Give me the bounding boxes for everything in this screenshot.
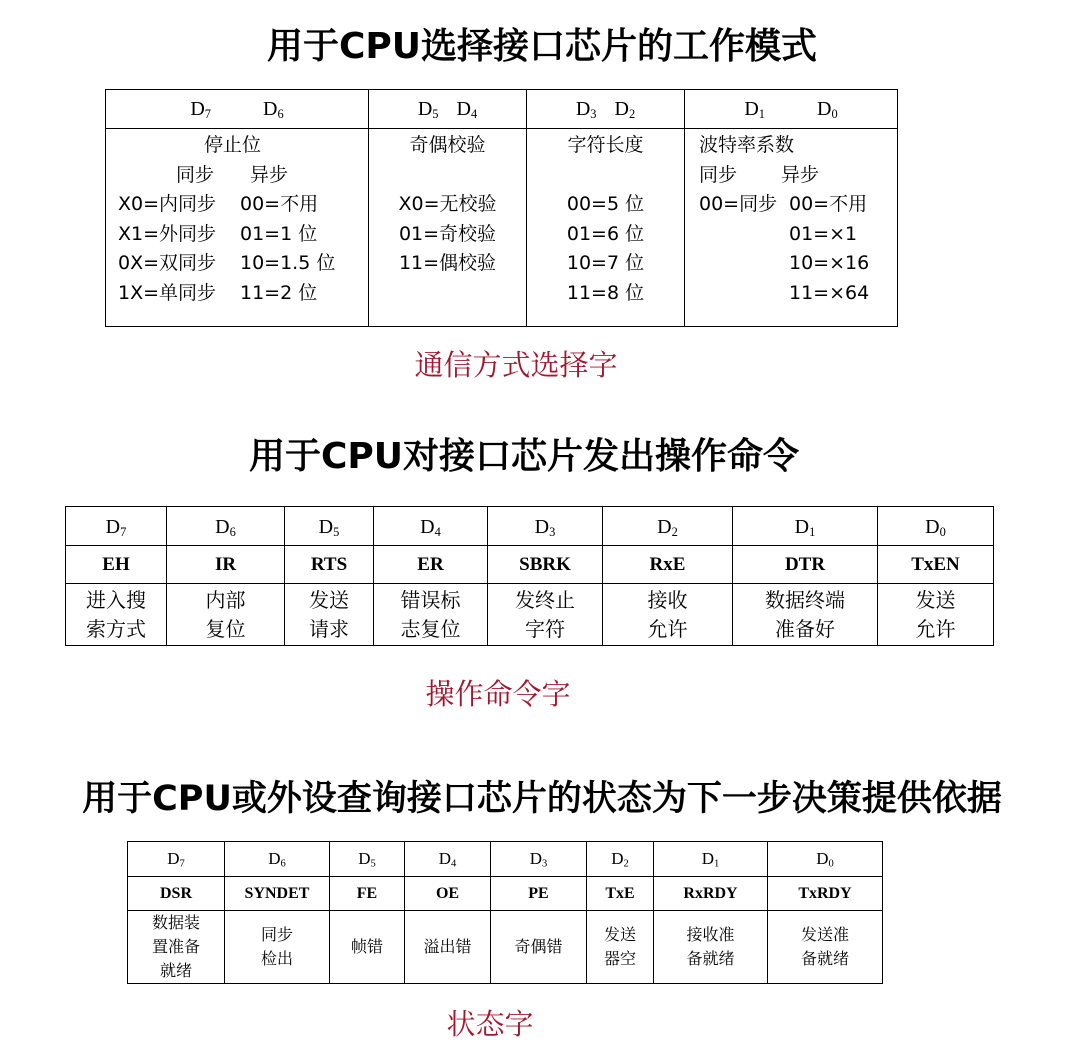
bit-name: ER bbox=[374, 546, 488, 584]
bit-desc: 数据终端 准备好 bbox=[733, 584, 878, 646]
baud-async-option: 00=不用 bbox=[789, 193, 868, 215]
bit-d0: $D_0$ bbox=[768, 842, 883, 877]
parity-option: 01=奇校验 bbox=[398, 222, 497, 245]
mode-word-table bbox=[105, 89, 898, 327]
bit-d0: $D_0$ bbox=[878, 507, 994, 546]
section3-caption: 状态字 bbox=[446, 1007, 534, 1041]
sync-option: 1X=单同步 bbox=[118, 281, 217, 304]
bit-d6: $D_6$ bbox=[167, 507, 285, 546]
bit-d6: $D_6$ bbox=[225, 842, 330, 877]
bit-d4: $D_4$ bbox=[374, 507, 488, 546]
bit-desc: 内部 复位 bbox=[167, 584, 285, 646]
parity-title: 奇偶校验 bbox=[409, 134, 486, 156]
async-label: 异步 bbox=[250, 163, 289, 186]
bit-name: RxE bbox=[603, 546, 733, 584]
stop-option: 10=1.5 位 bbox=[240, 252, 336, 274]
baud-factor-title: 波特率系数 bbox=[699, 134, 795, 156]
baud-sync-option: 00=同步 bbox=[699, 193, 778, 215]
char-length-option: 00=5 位 bbox=[566, 193, 645, 215]
bit-name: SBRK bbox=[488, 546, 603, 584]
bit-desc: 发送 允许 bbox=[878, 584, 994, 646]
stop-option: 11=2 位 bbox=[240, 281, 318, 304]
bit-d2: $D_2$ bbox=[587, 842, 654, 877]
char-length-cell bbox=[527, 129, 685, 327]
bit-name: PE bbox=[491, 877, 587, 911]
bit-d1: $D_1$ bbox=[733, 507, 878, 546]
bit-name: TxE bbox=[587, 877, 654, 911]
bit-d3: $D_3$ bbox=[491, 842, 587, 877]
bits-d1-d0: $D_1$ $D_0$ bbox=[685, 90, 898, 129]
bit-name: FE bbox=[330, 877, 405, 911]
bit-d4: $D_4$ bbox=[405, 842, 491, 877]
bit-desc: 发送 器空 bbox=[587, 911, 654, 984]
bit-d7: $D_7$ bbox=[66, 507, 167, 546]
bit-desc: 发终止 字符 bbox=[488, 584, 603, 646]
bit-desc: 同步 检出 bbox=[225, 911, 330, 984]
sync-label: 同步 bbox=[176, 163, 215, 186]
bit-d5: $D_5$ bbox=[330, 842, 405, 877]
bit-name: DTR bbox=[733, 546, 878, 584]
char-length-option: 11=8 位 bbox=[566, 281, 645, 304]
async-label: 异步 bbox=[781, 163, 820, 186]
bit-d7: $D_7$ bbox=[128, 842, 225, 877]
bit-d2: $D_2$ bbox=[603, 507, 733, 546]
bit-d3: $D_3$ bbox=[488, 507, 603, 546]
baud-factor-cell bbox=[685, 129, 898, 327]
section2-caption: 操作命令字 bbox=[425, 677, 571, 711]
section2-heading: 用于CPU对接口芯片发出操作命令 bbox=[248, 436, 800, 477]
bit-name: RTS bbox=[285, 546, 374, 584]
bit-name: SYNDET bbox=[225, 877, 330, 911]
bit-desc: 数据装 置准备 就绪 bbox=[128, 911, 225, 984]
bit-desc: 奇偶错 bbox=[491, 911, 587, 984]
sync-option: X1=外同步 bbox=[118, 222, 217, 245]
bit-desc: 溢出错 bbox=[405, 911, 491, 984]
char-length-title: 字符长度 bbox=[567, 134, 644, 156]
bit-name: IR bbox=[167, 546, 285, 584]
bit-desc: 发送 请求 bbox=[285, 584, 374, 646]
bit-desc: 进入搜 索方式 bbox=[66, 584, 167, 646]
bits-d7-d6: $D_7$ $D_6$ bbox=[106, 90, 369, 129]
bit-name: EH bbox=[66, 546, 167, 584]
parity-option: 11=偶校验 bbox=[398, 252, 497, 274]
bits-d3-d2: $D_3$ $D_2$ bbox=[527, 90, 685, 129]
stop-option: 00=不用 bbox=[240, 193, 319, 215]
stop-bits-cell bbox=[106, 129, 369, 327]
bit-name: TxRDY bbox=[768, 877, 883, 911]
section3-heading: 用于CPU或外设查询接口芯片的状态为下一步决策提供依据 bbox=[82, 779, 1002, 819]
baud-async-option: 01=×1 bbox=[789, 222, 858, 245]
section1-heading: 用于CPU选择接口芯片的工作模式 bbox=[266, 26, 818, 67]
stop-option: 01=1 位 bbox=[240, 222, 318, 245]
bit-name: DSR bbox=[128, 877, 225, 911]
bit-d5: $D_5$ bbox=[285, 507, 374, 546]
bit-desc: 接收 允许 bbox=[603, 584, 733, 646]
bit-desc: 错误标 志复位 bbox=[374, 584, 488, 646]
char-length-option: 10=7 位 bbox=[566, 252, 645, 274]
bit-d1: $D_1$ bbox=[654, 842, 768, 877]
status-word-table bbox=[127, 841, 883, 984]
parity-option: X0=无校验 bbox=[398, 193, 497, 215]
char-length-option: 01=6 位 bbox=[566, 222, 645, 245]
bit-name: RxRDY bbox=[654, 877, 768, 911]
baud-async-option: 11=×64 bbox=[789, 281, 870, 304]
section1-caption: 通信方式选择字 bbox=[414, 348, 618, 382]
bit-name: OE bbox=[405, 877, 491, 911]
bit-desc: 发送准 备就绪 bbox=[768, 911, 883, 984]
sync-option: 0X=双同步 bbox=[118, 252, 217, 274]
baud-async-option: 10=×16 bbox=[789, 252, 870, 274]
sync-label: 同步 bbox=[699, 163, 738, 186]
bit-name: TxEN bbox=[878, 546, 994, 584]
parity-cell bbox=[369, 129, 527, 327]
sync-option: X0=内同步 bbox=[118, 193, 217, 215]
stop-bits-title: 停止位 bbox=[204, 134, 262, 156]
bit-desc: 帧错 bbox=[330, 911, 405, 984]
command-word-table bbox=[65, 506, 994, 646]
bit-desc: 接收准 备就绪 bbox=[654, 911, 768, 984]
bits-d5-d4: $D_5$ $D_4$ bbox=[369, 90, 527, 129]
